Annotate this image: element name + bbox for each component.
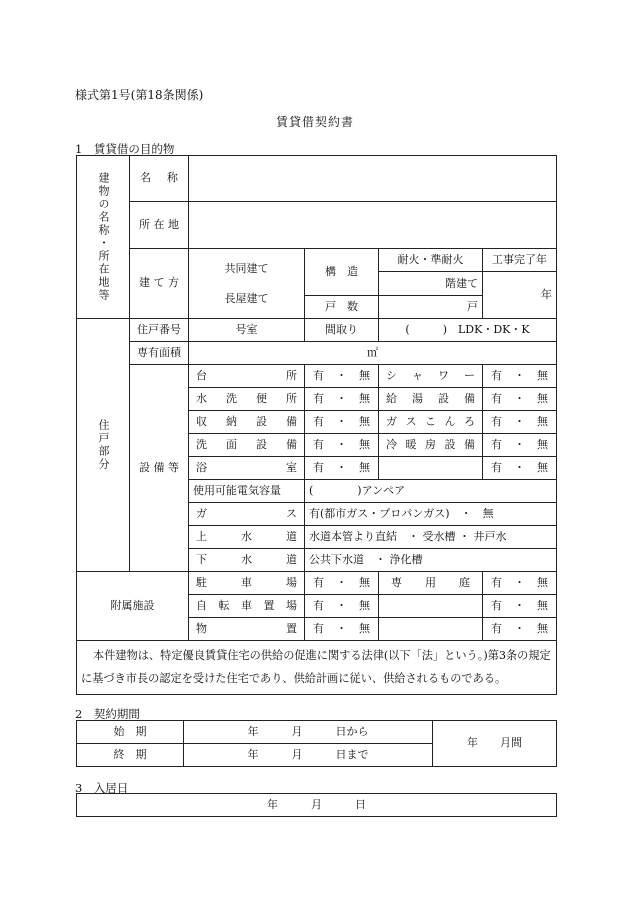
section2-heading: 2 契約期間: [75, 707, 140, 721]
capacity-value[interactable]: ( )アンペア: [305, 480, 557, 503]
equip-shower-yn[interactable]: 有 ・ 無: [483, 365, 557, 388]
equip-extra-yn[interactable]: 有 ・ 無: [483, 457, 557, 480]
facility-parking-yn[interactable]: 有 ・ 無: [305, 572, 379, 595]
layout-value[interactable]: ( ) LDK・DK・K: [379, 319, 557, 342]
contract-period-table: [76, 720, 557, 767]
facility-storage-yn[interactable]: 有 ・ 無: [305, 618, 379, 641]
capacity-label: 使用可能電気容量: [189, 480, 305, 503]
facility-garden-yn[interactable]: 有 ・ 無: [483, 572, 557, 595]
equip-hotwater-yn[interactable]: 有 ・ 無: [483, 388, 557, 411]
facility-garden-label: 専 用 庭: [379, 572, 483, 595]
facilities-label: 附属施設: [77, 572, 189, 641]
equip-hotwater-label: 給 湯 設 備: [379, 388, 483, 411]
unit-number-value[interactable]: 号室: [189, 319, 305, 342]
facility-bicycle-yn[interactable]: 有 ・ 無: [305, 595, 379, 618]
building-group-label: 建物の名称・所在地等: [77, 156, 130, 319]
equip-shower-label: シ ャ ワ ー: [379, 365, 483, 388]
sewer-value[interactable]: 公共下水道 ・ 浄化槽: [305, 549, 557, 572]
facility-parking-label: 駐 車 場: [189, 572, 305, 595]
equip-washbasin-label: 洗 面 設 備: [189, 434, 305, 457]
sewer-label: 下 水 道: [189, 549, 305, 572]
build-type-value: 共同建て 長屋建て: [189, 249, 305, 319]
equip-bath-yn[interactable]: 有 ・ 無: [305, 457, 379, 480]
facility-bicycle-label: 自 転 車 置 場: [189, 595, 305, 618]
facility-extra2-yn[interactable]: 有 ・ 無: [483, 618, 557, 641]
equip-toilet-yn[interactable]: 有 ・ 無: [305, 388, 379, 411]
units-label: 戸 数: [325, 299, 358, 313]
equip-storage-label: 収 納 設 備: [189, 411, 305, 434]
move-in-table: [76, 793, 557, 817]
facility-storage-label: 物 置: [189, 618, 305, 641]
facility-extra1-label[interactable]: [379, 595, 483, 618]
start-label: 始 期: [77, 721, 184, 744]
dwelling-group-label: 住戸部分: [77, 319, 130, 572]
equip-bath-label: 浴 室: [189, 457, 305, 480]
unit-number-label: 住戸番号: [130, 319, 189, 342]
equip-aircon-yn[interactable]: 有 ・ 無: [483, 434, 557, 457]
form-number: 様式第1号(第18条関係): [75, 88, 204, 102]
section1-heading: 1 賃貸借の目的物: [75, 142, 175, 156]
location-value[interactable]: [189, 202, 557, 249]
water-label: 上 水 道: [189, 526, 305, 549]
section3-heading: 3 入居日: [75, 781, 129, 795]
document-title: 賃貸借契約書: [275, 115, 354, 129]
water-value[interactable]: 水道本管より直結 ・ 受水槽 ・ 井戸水: [305, 526, 557, 549]
equip-gasstove-yn[interactable]: 有 ・ 無: [483, 411, 557, 434]
equip-toilet-label: 水 洗 便 所: [189, 388, 305, 411]
move-in-date[interactable]: 年 月 日: [77, 794, 557, 817]
structure-label: 構 造: [305, 249, 378, 296]
start-value[interactable]: 年 月 日から: [184, 721, 433, 744]
equip-extra-label[interactable]: [379, 457, 483, 480]
equip-aircon-label: 冷 暖 房 設 備: [379, 434, 483, 457]
duration-value[interactable]: 年 月間: [433, 721, 557, 767]
fireproof-option[interactable]: 耐火・準耐火: [379, 249, 483, 272]
certification-note: 本件建物は、特定優良賃貸住宅の供給の促進に関する法律(以下「法」という。)第3条の規定に基づき市長の認定を受けた住宅であり、供給計画に従い、供給されるものである。: [77, 641, 557, 695]
units-value: 戸: [467, 299, 478, 313]
gas-label: ガ ス: [189, 503, 305, 526]
build-type-label: 建 て 方: [130, 249, 189, 319]
end-label: 終 期: [77, 744, 184, 767]
facility-extra1-yn[interactable]: 有 ・ 無: [483, 595, 557, 618]
floors-value: 階建て: [379, 273, 482, 296]
equip-gasstove-label: ガ ス こ ん ろ: [379, 411, 483, 434]
facility-extra2-label[interactable]: [379, 618, 483, 641]
equip-washbasin-yn[interactable]: 有 ・ 無: [305, 434, 379, 457]
floors-units-cell: [379, 272, 483, 319]
end-value[interactable]: 年 月 日まで: [184, 744, 433, 767]
area-value[interactable]: ㎡: [189, 342, 557, 365]
location-label: 所 在 地: [130, 202, 189, 249]
structure-cell: [305, 249, 379, 319]
equip-kitchen-label: 台 所: [189, 365, 305, 388]
completion-year-label: 工事完了年: [483, 249, 557, 272]
equip-storage-yn[interactable]: 有 ・ 無: [305, 411, 379, 434]
layout-label: 間取り: [305, 319, 379, 342]
equipment-label: 設 備 等: [130, 365, 189, 572]
completion-year-value[interactable]: 年: [483, 272, 557, 319]
name-label: 名 称: [130, 156, 189, 202]
gas-value[interactable]: 有(都市ガス・プロパンガス) ・ 無: [305, 503, 557, 526]
area-label: 専有面積: [130, 342, 189, 365]
equip-kitchen-yn[interactable]: 有 ・ 無: [305, 365, 379, 388]
name-value[interactable]: [189, 156, 557, 202]
property-table: [76, 155, 557, 695]
